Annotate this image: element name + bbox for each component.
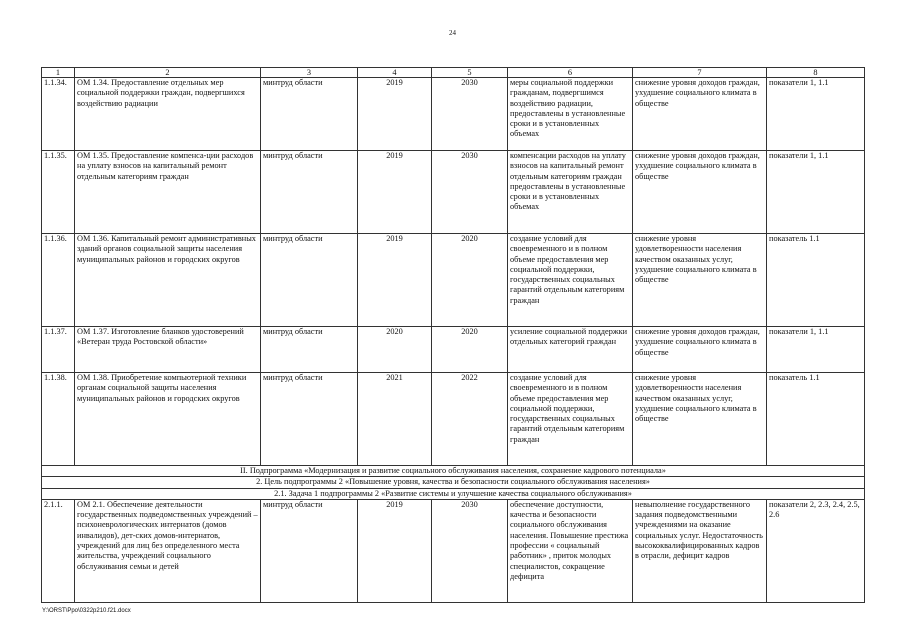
- end-year: 2020: [432, 234, 508, 327]
- end-year: 2030: [432, 78, 508, 151]
- consequences: невыполнение государственного задания подведомственными учреждениями на оказание социальных услуг. Недостаточность высококвалифицированных кадров в отрасли, дефицит кадров: [633, 499, 767, 602]
- measure-name: ОМ 1.38. Приобретение компьютерной техники органам социальной защиты населения муниципальных районов и городских округов: [75, 373, 261, 466]
- consequences: снижение уровня доходов граждан, ухудшение социального климата в обществе: [633, 327, 767, 373]
- end-year: 2020: [432, 327, 508, 373]
- indicators: показатели 1, 1.1: [767, 151, 865, 234]
- row-number: 1.1.38.: [42, 373, 75, 466]
- start-year: 2019: [358, 499, 432, 602]
- page-number: 24: [449, 29, 456, 37]
- indicators: показатели 1, 1.1: [767, 327, 865, 373]
- row-number: 1.1.36.: [42, 234, 75, 327]
- goal-row: [42, 477, 865, 488]
- measure-name: ОМ 1.37. Изготовление бланков удостоверений «Ветеран труда Ростовской области»: [75, 327, 261, 373]
- table-row: [42, 234, 865, 327]
- subprogram-title: II. Подпрограмма «Модернизация и развитие социального обслуживания населения, сохранение кадрового потенциала»: [42, 466, 865, 477]
- expected-result: меры социальной поддержки гражданам, подвергшимся воздействию радиации, предоставлены в установленные сроки и в установленных объемах: [508, 78, 633, 151]
- column-number: 3: [261, 68, 358, 78]
- expected-result: создание условий для своевременного и в полном объеме предоставления мер социальной поддержки, государственных социальных гарантий отдельным категориям граждан: [508, 373, 633, 466]
- executor: минтруд области: [261, 234, 358, 327]
- expected-result: создание условий для своевременного и в полном объеме предоставления мер социальной поддержки, государственных социальных гарантий отдельным категориям граждан: [508, 234, 633, 327]
- file-path-footer: Y:\ORST\Ppo\0322p210.f21.docx: [42, 608, 131, 614]
- consequences: снижение уровня удовлетворенности населения качеством оказанных услуг, ухудшение социального климата в обществе: [633, 373, 767, 466]
- start-year: 2020: [358, 327, 432, 373]
- table-row: [42, 327, 865, 373]
- start-year: 2019: [358, 151, 432, 234]
- column-number: 7: [633, 68, 767, 78]
- column-number-row: [42, 68, 865, 78]
- column-number: 5: [432, 68, 508, 78]
- table-row: [42, 499, 865, 602]
- row-number: 2.1.1.: [42, 499, 75, 602]
- consequences: снижение уровня доходов граждан, ухудшение социального климата в обществе: [633, 151, 767, 234]
- indicators: показатели 1, 1.1: [767, 78, 865, 151]
- expected-result: усиление социальной поддержки отдельных категорий граждан: [508, 327, 633, 373]
- row-number: 1.1.34.: [42, 78, 75, 151]
- consequences: снижение уровня удовлетворенности населения качеством оказанных услуг, ухудшение социального климата в обществе: [633, 234, 767, 327]
- indicators: показатели 2, 2.3, 2.4, 2.5, 2.6: [767, 499, 865, 602]
- end-year: 2030: [432, 151, 508, 234]
- consequences: снижение уровня доходов граждан, ухудшение социального климата в обществе: [633, 78, 767, 151]
- measure-name: ОМ 1.35. Предоставление компенса-ции расходов на уплату взносов на капитальный ремонт отдельным категориям граждан: [75, 151, 261, 234]
- subprogram-row: [42, 466, 865, 477]
- program-table: [41, 67, 865, 603]
- indicators: показатель 1.1: [767, 234, 865, 327]
- column-number: 8: [767, 68, 865, 78]
- task-title: 2.1. Задача 1 подпрограммы 2 «Развитие системы и улучшение качества социального обслуживания»: [42, 488, 865, 499]
- task-row: [42, 488, 865, 499]
- executor: минтруд области: [261, 499, 358, 602]
- goal-title: 2. Цель подпрограммы 2 «Повышение уровня, качества и безопасности социального обслуживания населения»: [42, 477, 865, 488]
- end-year: 2022: [432, 373, 508, 466]
- table-row: [42, 373, 865, 466]
- executor: минтруд области: [261, 78, 358, 151]
- measure-name: ОМ 1.34. Предоставление отдельных мер социальной поддержки граждан, подвергшихся воздействию радиации: [75, 78, 261, 151]
- start-year: 2019: [358, 234, 432, 327]
- indicators: показатель 1.1: [767, 373, 865, 466]
- column-number: 4: [358, 68, 432, 78]
- row-number: 1.1.37.: [42, 327, 75, 373]
- executor: минтруд области: [261, 327, 358, 373]
- expected-result: компенсации расходов на уплату взносов на капитальный ремонт отдельным категориям граждан предоставлены в установленные сроки и в установленных объемах: [508, 151, 633, 234]
- measure-name: ОМ 2.1. Обеспечение деятельности государственных подведомственных учреждений – психоневрологических интернатов (домов инвалидов), дет-ских домов-интернатов, учреждений для лиц без определенного места жительства, учреждений социального обслуживания семьи и детей: [75, 499, 261, 602]
- table-row: [42, 78, 865, 151]
- column-number: 6: [508, 68, 633, 78]
- executor: минтруд области: [261, 151, 358, 234]
- end-year: 2030: [432, 499, 508, 602]
- expected-result: обеспечение доступности, качества и безопасности социального обслуживания населения. Повышение престижа профессии « социальный работник» , приток молодых специалистов, сокращение дефицита: [508, 499, 633, 602]
- measure-name: ОМ 1.36. Капитальный ремонт административных зданий органов социальной защиты населения муниципальных районов и городских округов: [75, 234, 261, 327]
- row-number: 1.1.35.: [42, 151, 75, 234]
- column-number: 2: [75, 68, 261, 78]
- executor: минтруд области: [261, 373, 358, 466]
- start-year: 2021: [358, 373, 432, 466]
- start-year: 2019: [358, 78, 432, 151]
- column-number: 1: [42, 68, 75, 78]
- table-row: [42, 151, 865, 234]
